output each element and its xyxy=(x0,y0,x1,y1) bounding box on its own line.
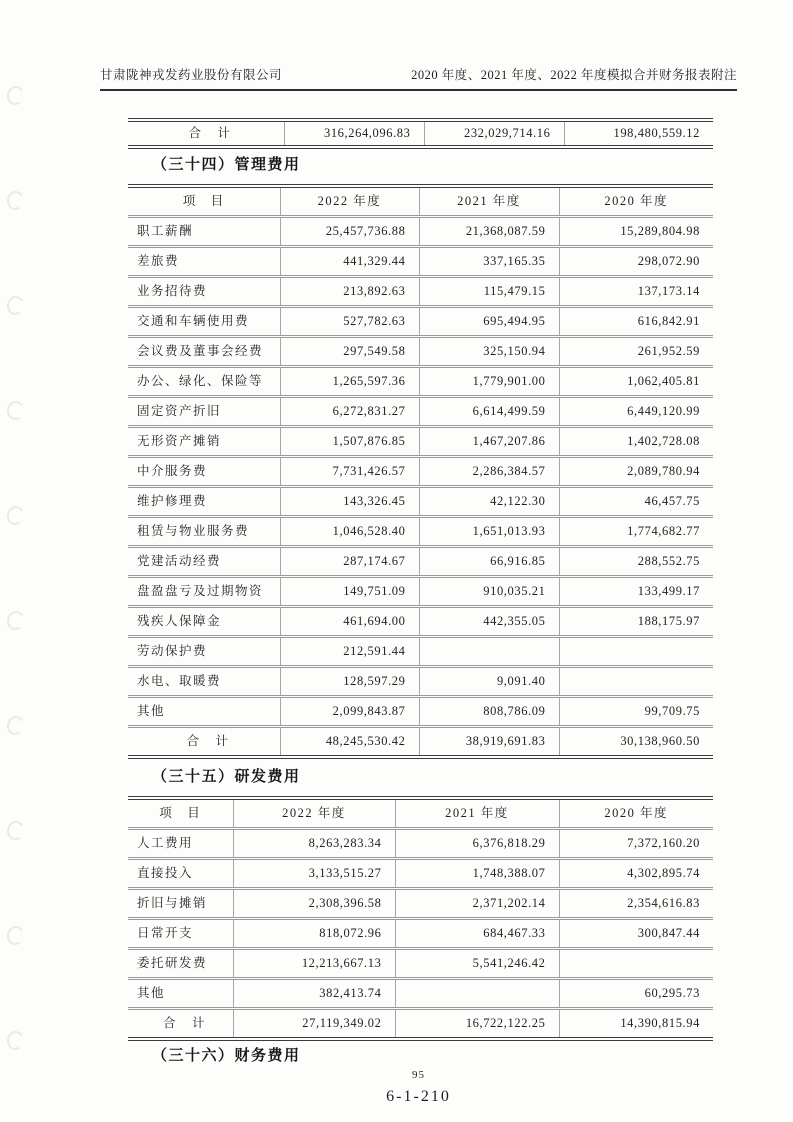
item-cell: 租赁与物业服务费 xyxy=(128,517,280,547)
table-row xyxy=(128,367,713,397)
value-cell-2022: 212,591.44 xyxy=(280,637,419,667)
value-cell-2022: 1,046,528.40 xyxy=(280,517,419,547)
item-cell: 职工薪酬 xyxy=(128,217,280,247)
value-cell-2022: 143,326.45 xyxy=(280,487,419,517)
value-cell-2022: 3,133,515.27 xyxy=(233,859,395,889)
item-cell: 其他 xyxy=(128,979,233,1009)
table-row xyxy=(128,697,713,727)
table-total-row xyxy=(128,1009,713,1040)
value-cell-2020: 2,354,616.83 xyxy=(559,889,713,919)
value-cell-2020: 188,175.97 xyxy=(559,607,713,637)
column-header-2021: 2021 年度 xyxy=(419,186,559,217)
value-cell-2020: 99,709.75 xyxy=(559,697,713,727)
document-page xyxy=(100,68,737,1106)
value-cell-2022: 527,782.63 xyxy=(280,307,419,337)
total-2022: 27,119,349.02 xyxy=(233,1009,395,1040)
binding-hole-mark xyxy=(5,504,26,526)
value-cell-2020: 133,499.17 xyxy=(559,577,713,607)
row-label: 合 计 xyxy=(128,120,284,147)
value-cell-2021 xyxy=(419,637,559,667)
section-heading-finance-expenses: （三十六）财务费用 xyxy=(152,1048,301,1064)
value-cell-2022: 149,751.09 xyxy=(280,577,419,607)
table-row xyxy=(128,120,713,147)
table-row xyxy=(128,577,713,607)
item-cell: 直接投入 xyxy=(128,859,233,889)
table-row xyxy=(128,979,713,1009)
admin-expenses-table xyxy=(128,184,713,759)
table-row xyxy=(128,217,713,247)
company-name: 甘肃陇神戎发药业股份有限公司 xyxy=(100,68,283,82)
table-row xyxy=(128,949,713,979)
column-header-2020: 2020 年度 xyxy=(604,806,669,820)
value-cell-2021: 695,494.95 xyxy=(419,307,559,337)
value-cell-2021: 66,916.85 xyxy=(419,547,559,577)
value-cell-2021: 5,541,246.42 xyxy=(395,949,559,979)
binding-hole-mark xyxy=(5,1029,26,1051)
page-header xyxy=(100,68,737,91)
column-header-2022: 2022 年度 xyxy=(233,798,395,829)
value-cell-2022: 316,264,096.83 xyxy=(284,120,424,147)
value-cell-2021: 6,376,818.29 xyxy=(395,829,559,859)
item-cell: 盘盈盘亏及过期物资 xyxy=(128,577,280,607)
value-cell-2022: 7,731,426.57 xyxy=(280,457,419,487)
value-cell-2021: 808,786.09 xyxy=(419,697,559,727)
total-label: 合 计 xyxy=(128,1009,233,1040)
column-header-2022: 2022 年度 xyxy=(280,186,419,217)
total-2021: 38,919,691.83 xyxy=(419,727,559,758)
value-cell-2020: 1,402,728.08 xyxy=(559,427,713,457)
value-cell-2020: 15,289,804.98 xyxy=(559,217,713,247)
value-cell-2020: 1,774,682.77 xyxy=(559,517,713,547)
value-cell-2022: 12,213,667.13 xyxy=(233,949,395,979)
value-cell-2022: 128,597.29 xyxy=(280,667,419,697)
value-cell-2021: 1,779,901.00 xyxy=(419,367,559,397)
table-row xyxy=(128,859,713,889)
binding-hole-mark xyxy=(5,294,26,316)
value-cell-2022: 382,413.74 xyxy=(233,979,395,1009)
section-heading-rnd-expenses: （三十五）研发费用 xyxy=(152,769,301,785)
value-cell-2021: 1,467,207.86 xyxy=(419,427,559,457)
column-header-2020: 2020 年度 xyxy=(604,194,669,208)
table-row xyxy=(128,889,713,919)
value-cell-2021: 684,467.33 xyxy=(395,919,559,949)
value-cell-2022: 6,272,831.27 xyxy=(280,397,419,427)
value-cell-2021: 325,150.94 xyxy=(419,337,559,367)
table-row xyxy=(128,667,713,697)
item-cell: 党建活动经费 xyxy=(128,547,280,577)
item-cell: 无形资产摊销 xyxy=(128,427,280,457)
value-cell-2021: 232,029,714.16 xyxy=(424,120,564,147)
table-header-row xyxy=(128,798,713,829)
value-cell-2020: 616,842.91 xyxy=(559,307,713,337)
column-header-item: 项 目 xyxy=(128,186,280,217)
value-cell-2022: 287,174.67 xyxy=(280,547,419,577)
item-cell: 日常开支 xyxy=(128,919,233,949)
total-label: 合 计 xyxy=(128,727,280,758)
table-row xyxy=(128,337,713,367)
column-header-2021: 2021 年度 xyxy=(395,798,559,829)
value-cell-2020: 4,302,895.74 xyxy=(559,859,713,889)
column-header-item: 项 目 xyxy=(128,798,233,829)
value-cell-2022: 8,263,283.34 xyxy=(233,829,395,859)
value-cell-2020: 288,552.75 xyxy=(559,547,713,577)
rnd-expenses-table xyxy=(128,796,713,1041)
item-cell: 残疾人保障金 xyxy=(128,607,280,637)
page-number: 95 xyxy=(412,1069,425,1081)
value-cell-2021: 2,371,202.14 xyxy=(395,889,559,919)
item-cell: 会议费及董事会经费 xyxy=(128,337,280,367)
table-row xyxy=(128,829,713,859)
item-cell: 差旅费 xyxy=(128,247,280,277)
value-cell-2021: 1,651,013.93 xyxy=(419,517,559,547)
binding-hole-mark xyxy=(5,609,26,631)
table-row xyxy=(128,307,713,337)
value-cell-2021: 910,035.21 xyxy=(419,577,559,607)
value-cell-2020: 6,449,120.99 xyxy=(559,397,713,427)
binding-hole-mark xyxy=(5,924,26,946)
value-cell-2020: 46,457.75 xyxy=(559,487,713,517)
table-total-row xyxy=(128,727,713,758)
value-cell-2021 xyxy=(395,979,559,1009)
table-header-row xyxy=(128,186,713,217)
value-cell-2021: 2,286,384.57 xyxy=(419,457,559,487)
carryover-total-table xyxy=(128,118,713,149)
value-cell-2021: 42,122.30 xyxy=(419,487,559,517)
table-row xyxy=(128,277,713,307)
value-cell-2021: 442,355.05 xyxy=(419,607,559,637)
section-heading-admin-expenses: （三十四）管理费用 xyxy=(152,157,301,173)
value-cell-2022: 441,329.44 xyxy=(280,247,419,277)
item-cell: 其他 xyxy=(128,697,280,727)
binding-hole-mark xyxy=(5,84,26,106)
table-row xyxy=(128,607,713,637)
value-cell-2020: 198,480,559.12 xyxy=(613,126,700,140)
value-cell-2020: 60,295.73 xyxy=(559,979,713,1009)
value-cell-2022: 461,694.00 xyxy=(280,607,419,637)
item-cell: 办公、绿化、保险等 xyxy=(128,367,280,397)
value-cell-2021: 337,165.35 xyxy=(419,247,559,277)
value-cell-2020 xyxy=(559,667,713,697)
value-cell-2020 xyxy=(559,637,713,667)
value-cell-2022: 1,507,876.85 xyxy=(280,427,419,457)
item-cell: 固定资产折旧 xyxy=(128,397,280,427)
binding-hole-mark xyxy=(5,714,26,736)
table-row xyxy=(128,547,713,577)
item-cell: 交通和车辆使用费 xyxy=(128,307,280,337)
table-row xyxy=(128,397,713,427)
value-cell-2022: 297,549.58 xyxy=(280,337,419,367)
value-cell-2020: 298,072.90 xyxy=(559,247,713,277)
value-cell-2022: 213,892.63 xyxy=(280,277,419,307)
value-cell-2021: 115,479.15 xyxy=(419,277,559,307)
value-cell-2020: 2,089,780.94 xyxy=(559,457,713,487)
value-cell-2020: 137,173.14 xyxy=(559,277,713,307)
item-cell: 折旧与摊销 xyxy=(128,889,233,919)
item-cell: 维护修理费 xyxy=(128,487,280,517)
table-row xyxy=(128,487,713,517)
item-cell: 人工费用 xyxy=(128,829,233,859)
item-cell: 委托研发费 xyxy=(128,949,233,979)
total-2021: 16,722,122.25 xyxy=(395,1009,559,1040)
report-title: 2020 年度、2021 年度、2022 年度模拟合并财务报表附注 xyxy=(411,68,737,82)
total-2022: 48,245,530.42 xyxy=(280,727,419,758)
value-cell-2021: 21,368,087.59 xyxy=(419,217,559,247)
table-row xyxy=(128,427,713,457)
binding-hole-mark xyxy=(5,399,26,421)
total-2020: 14,390,815.94 xyxy=(559,1009,713,1040)
item-cell: 业务招待费 xyxy=(128,277,280,307)
value-cell-2022: 2,308,396.58 xyxy=(233,889,395,919)
value-cell-2021: 9,091.40 xyxy=(419,667,559,697)
total-2020: 30,138,960.50 xyxy=(559,727,713,758)
value-cell-2020 xyxy=(559,949,713,979)
value-cell-2022: 1,265,597.36 xyxy=(280,367,419,397)
table-row xyxy=(128,517,713,547)
value-cell-2020: 300,847.44 xyxy=(559,919,713,949)
table-row xyxy=(128,637,713,667)
item-cell: 水电、取暖费 xyxy=(128,667,280,697)
document-code: 6-1-210 xyxy=(386,1088,451,1105)
value-cell-2020: 1,062,405.81 xyxy=(559,367,713,397)
item-cell: 中介服务费 xyxy=(128,457,280,487)
binding-hole-mark xyxy=(5,189,26,211)
value-cell-2020: 7,372,160.20 xyxy=(559,829,713,859)
table-row xyxy=(128,919,713,949)
value-cell-2021: 6,614,499.59 xyxy=(419,397,559,427)
value-cell-2022: 818,072.96 xyxy=(233,919,395,949)
binding-hole-mark xyxy=(5,819,26,841)
table-row xyxy=(128,457,713,487)
value-cell-2022: 25,457,736.88 xyxy=(280,217,419,247)
value-cell-2022: 2,099,843.87 xyxy=(280,697,419,727)
value-cell-2020: 261,952.59 xyxy=(559,337,713,367)
item-cell: 劳动保护费 xyxy=(128,637,280,667)
value-cell-2021: 1,748,388.07 xyxy=(395,859,559,889)
table-row xyxy=(128,247,713,277)
